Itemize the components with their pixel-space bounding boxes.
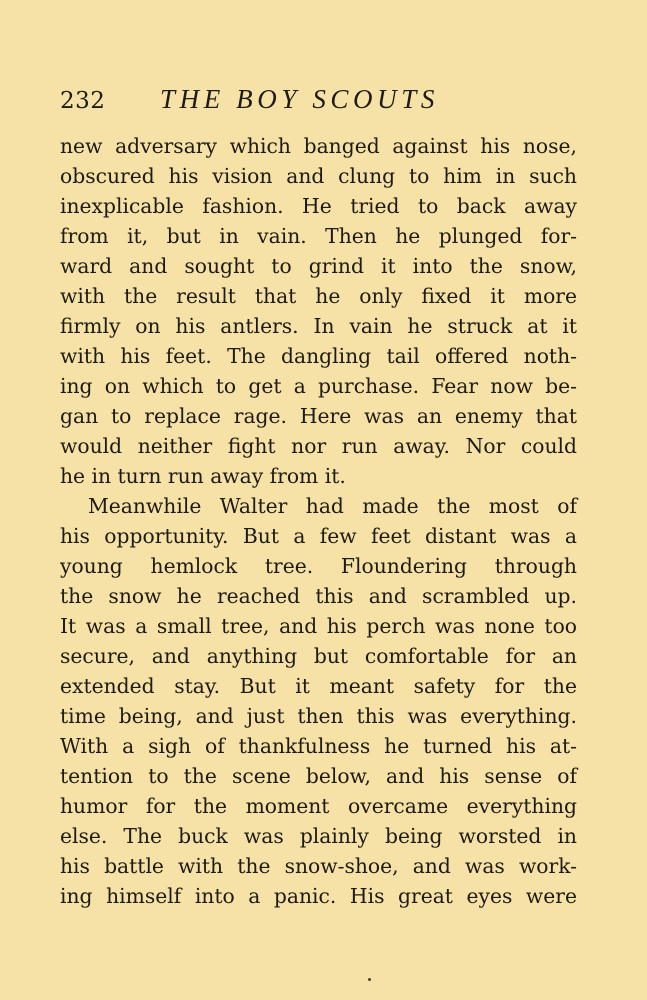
text-line: else. The buck was plainly being worsted in bbox=[60, 824, 577, 848]
text-line: secure, and anything but comfortable for an bbox=[60, 644, 577, 668]
text-line: extended stay. But it meant safety for the bbox=[60, 674, 577, 698]
running-head bbox=[60, 84, 580, 118]
text-line: he in turn run away from it. bbox=[60, 464, 346, 488]
text-line: from it, but in vain. Then he plunged for- bbox=[60, 224, 577, 248]
text-line: obscured his vision and clung to him in such bbox=[60, 164, 577, 188]
text-line: gan to replace rage. Here was an enemy that bbox=[60, 404, 577, 428]
text-line: It was a small tree, and his perch was none too bbox=[60, 614, 577, 638]
text-line: inexplicable fashion. He tried to back away bbox=[60, 194, 577, 218]
text-line: firmly on his antlers. In vain he struck at it bbox=[60, 314, 577, 338]
text-line: tention to the scene below, and his sense of bbox=[60, 764, 577, 788]
page-number: 232 bbox=[60, 88, 106, 114]
text-line: time being, and just then this was everything. bbox=[60, 704, 577, 728]
text-line: his opportunity. But a few feet distant was a bbox=[60, 524, 577, 548]
text-line: with the result that he only fixed it more bbox=[60, 284, 577, 308]
text-line: Meanwhile Walter had made the most of bbox=[88, 494, 577, 518]
text-line: ing on which to get a purchase. Fear now be- bbox=[60, 374, 577, 398]
text-line: would neither fight nor run away. Nor could bbox=[60, 434, 577, 458]
text-line: with his feet. The dangling tail offered noth- bbox=[60, 344, 577, 368]
printer-mark bbox=[368, 978, 371, 981]
text-line: ward and sought to grind it into the snow, bbox=[60, 254, 577, 278]
text-line: With a sigh of thankfulness he turned his at- bbox=[60, 734, 577, 758]
text-line: ing himself into a panic. His great eyes were bbox=[60, 884, 577, 908]
text-line: young hemlock tree. Floundering through bbox=[60, 554, 577, 578]
paragraph-1 bbox=[60, 131, 577, 491]
body-text bbox=[60, 131, 577, 911]
running-title: THE BOY SCOUTS bbox=[160, 84, 439, 114]
paragraph-2 bbox=[60, 491, 577, 911]
text-line: his battle with the snow-shoe, and was work- bbox=[60, 854, 577, 878]
text-line: the snow he reached this and scrambled up. bbox=[60, 584, 577, 608]
text-line: humor for the moment overcame everything bbox=[60, 794, 577, 818]
text-line: new adversary which banged against his nose, bbox=[60, 134, 577, 158]
